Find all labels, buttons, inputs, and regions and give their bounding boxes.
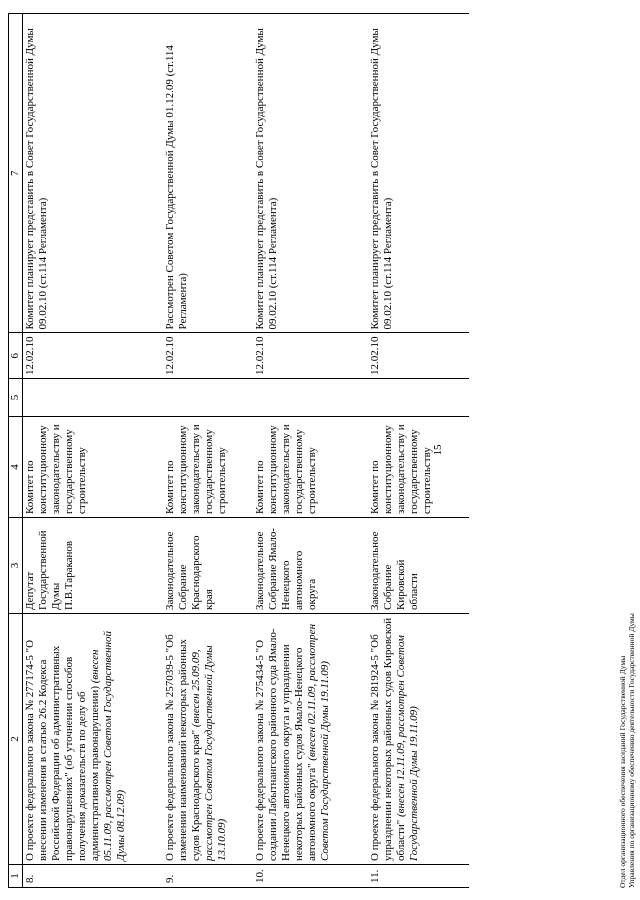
responsible-committee: Комитет по конституционному законодательству и государственному строительству xyxy=(369,417,469,518)
table-row xyxy=(164,14,254,888)
bill-note: (внесен 05.11.09, рассмотрен Советом Государственной Думы 08.12.09) xyxy=(89,630,127,861)
bill-author: Депутат Государственной Думы П.В.Тараканов xyxy=(23,518,165,614)
table-row xyxy=(369,14,469,888)
responsible-committee: Комитет по конституционному законодательству и государственному строительству xyxy=(254,417,369,518)
bill-description xyxy=(164,614,254,865)
bill-description xyxy=(23,614,165,865)
responsible-committee: Комитет по конституционному законодательству и государственному строительству xyxy=(23,417,165,518)
page-number: 15 xyxy=(432,444,444,456)
bill-note: (внесен 12.11.09, рассмотрен Советом Государственной Думы 19.11.09) xyxy=(395,635,420,861)
column-5-cell xyxy=(254,379,369,417)
action-cell: Комитет планирует представить в Совет Государственной Думы 09.02.10 (ст.114 Регламента) xyxy=(369,14,469,334)
column-header-2: 2 xyxy=(9,614,23,865)
table-row xyxy=(254,14,369,888)
action-cell: Рассмотрен Советом Государственной Думы 01.12.09 (ст.114 Регламента) xyxy=(164,14,254,334)
column-header-row xyxy=(9,14,23,888)
column-5-cell xyxy=(164,379,254,417)
bill-title: О проекте федерального закона № 275434-5 "О создании Лабытнангского районного суда Ямало-Ненецкого автономного округа и упразднении некоторых районных судов Ямало-Ненецкого автономного округа" xyxy=(254,628,318,861)
column-5-cell xyxy=(369,379,469,417)
table-row xyxy=(23,14,165,888)
bill-note: (внесен 25.09.09, рассмотрен Советом Государственной Думы 13.10.09) xyxy=(190,645,228,861)
date-cell: 12.02.10 xyxy=(369,333,469,379)
column-header-4: 4 xyxy=(9,417,23,518)
date-cell: 12.02.10 xyxy=(23,333,165,379)
bill-note: (внесен 02.11.09, рассмотрен Советом Государственной Думы 19.11.09) xyxy=(306,623,331,861)
date-cell: 12.02.10 xyxy=(164,333,254,379)
bill-author: Законодательное Собрание Ямало-Ненецкого автономного округа xyxy=(254,518,369,614)
footer-directorate: Управления по организационному обеспечению деятельности Государственной Думы xyxy=(627,613,636,888)
column-header-7: 7 xyxy=(9,14,23,334)
date-cell: 12.02.10 xyxy=(254,333,369,379)
bill-description xyxy=(369,614,469,865)
row-number: 11. xyxy=(369,865,469,888)
column-header-5: 5 xyxy=(9,379,23,417)
bill-title: О проекте федерального закона № 277174-5 "О внесении изменения в статью 26.2 Кодекса Российской Федерации об административных правонарушениях" (об уточнении способов получения доказательств по делу об административном правонарушении) xyxy=(24,639,101,861)
bill-author: Законодательное Собрание Краснодарского края xyxy=(164,518,254,614)
footer-department: Отдел организационного обеспечения заседаний Государственной Думы xyxy=(618,655,627,888)
column-header-6: 6 xyxy=(9,333,23,379)
column-header-1: 1 xyxy=(9,865,23,888)
bill-title: О проекте федерального закона № 257039-5 "Об изменении наименований некоторых районных судов Краснодарского края" xyxy=(164,634,202,861)
column-5-cell xyxy=(23,379,165,417)
bills-table xyxy=(8,13,469,888)
row-number: 8. xyxy=(23,865,165,888)
action-cell: Комитет планирует представить в Совет Государственной Думы 09.02.10 (ст.114 Регламента) xyxy=(23,14,165,334)
bill-title: О проекте федерального закона № 281924-5 "Об упразднении некоторых районных судов Кировской области" xyxy=(369,617,407,861)
row-number: 9. xyxy=(164,865,254,888)
bill-description xyxy=(254,614,369,865)
bill-author: Законодательное Собрание Кировской области xyxy=(369,518,469,614)
row-number: 10. xyxy=(254,865,369,888)
action-cell: Комитет планирует представить в Совет Государственной Думы 09.02.10 (ст.114 Регламента) xyxy=(254,14,369,334)
responsible-committee: Комитет по конституционному законодательству и государственному строительству xyxy=(164,417,254,518)
column-header-3: 3 xyxy=(9,518,23,614)
